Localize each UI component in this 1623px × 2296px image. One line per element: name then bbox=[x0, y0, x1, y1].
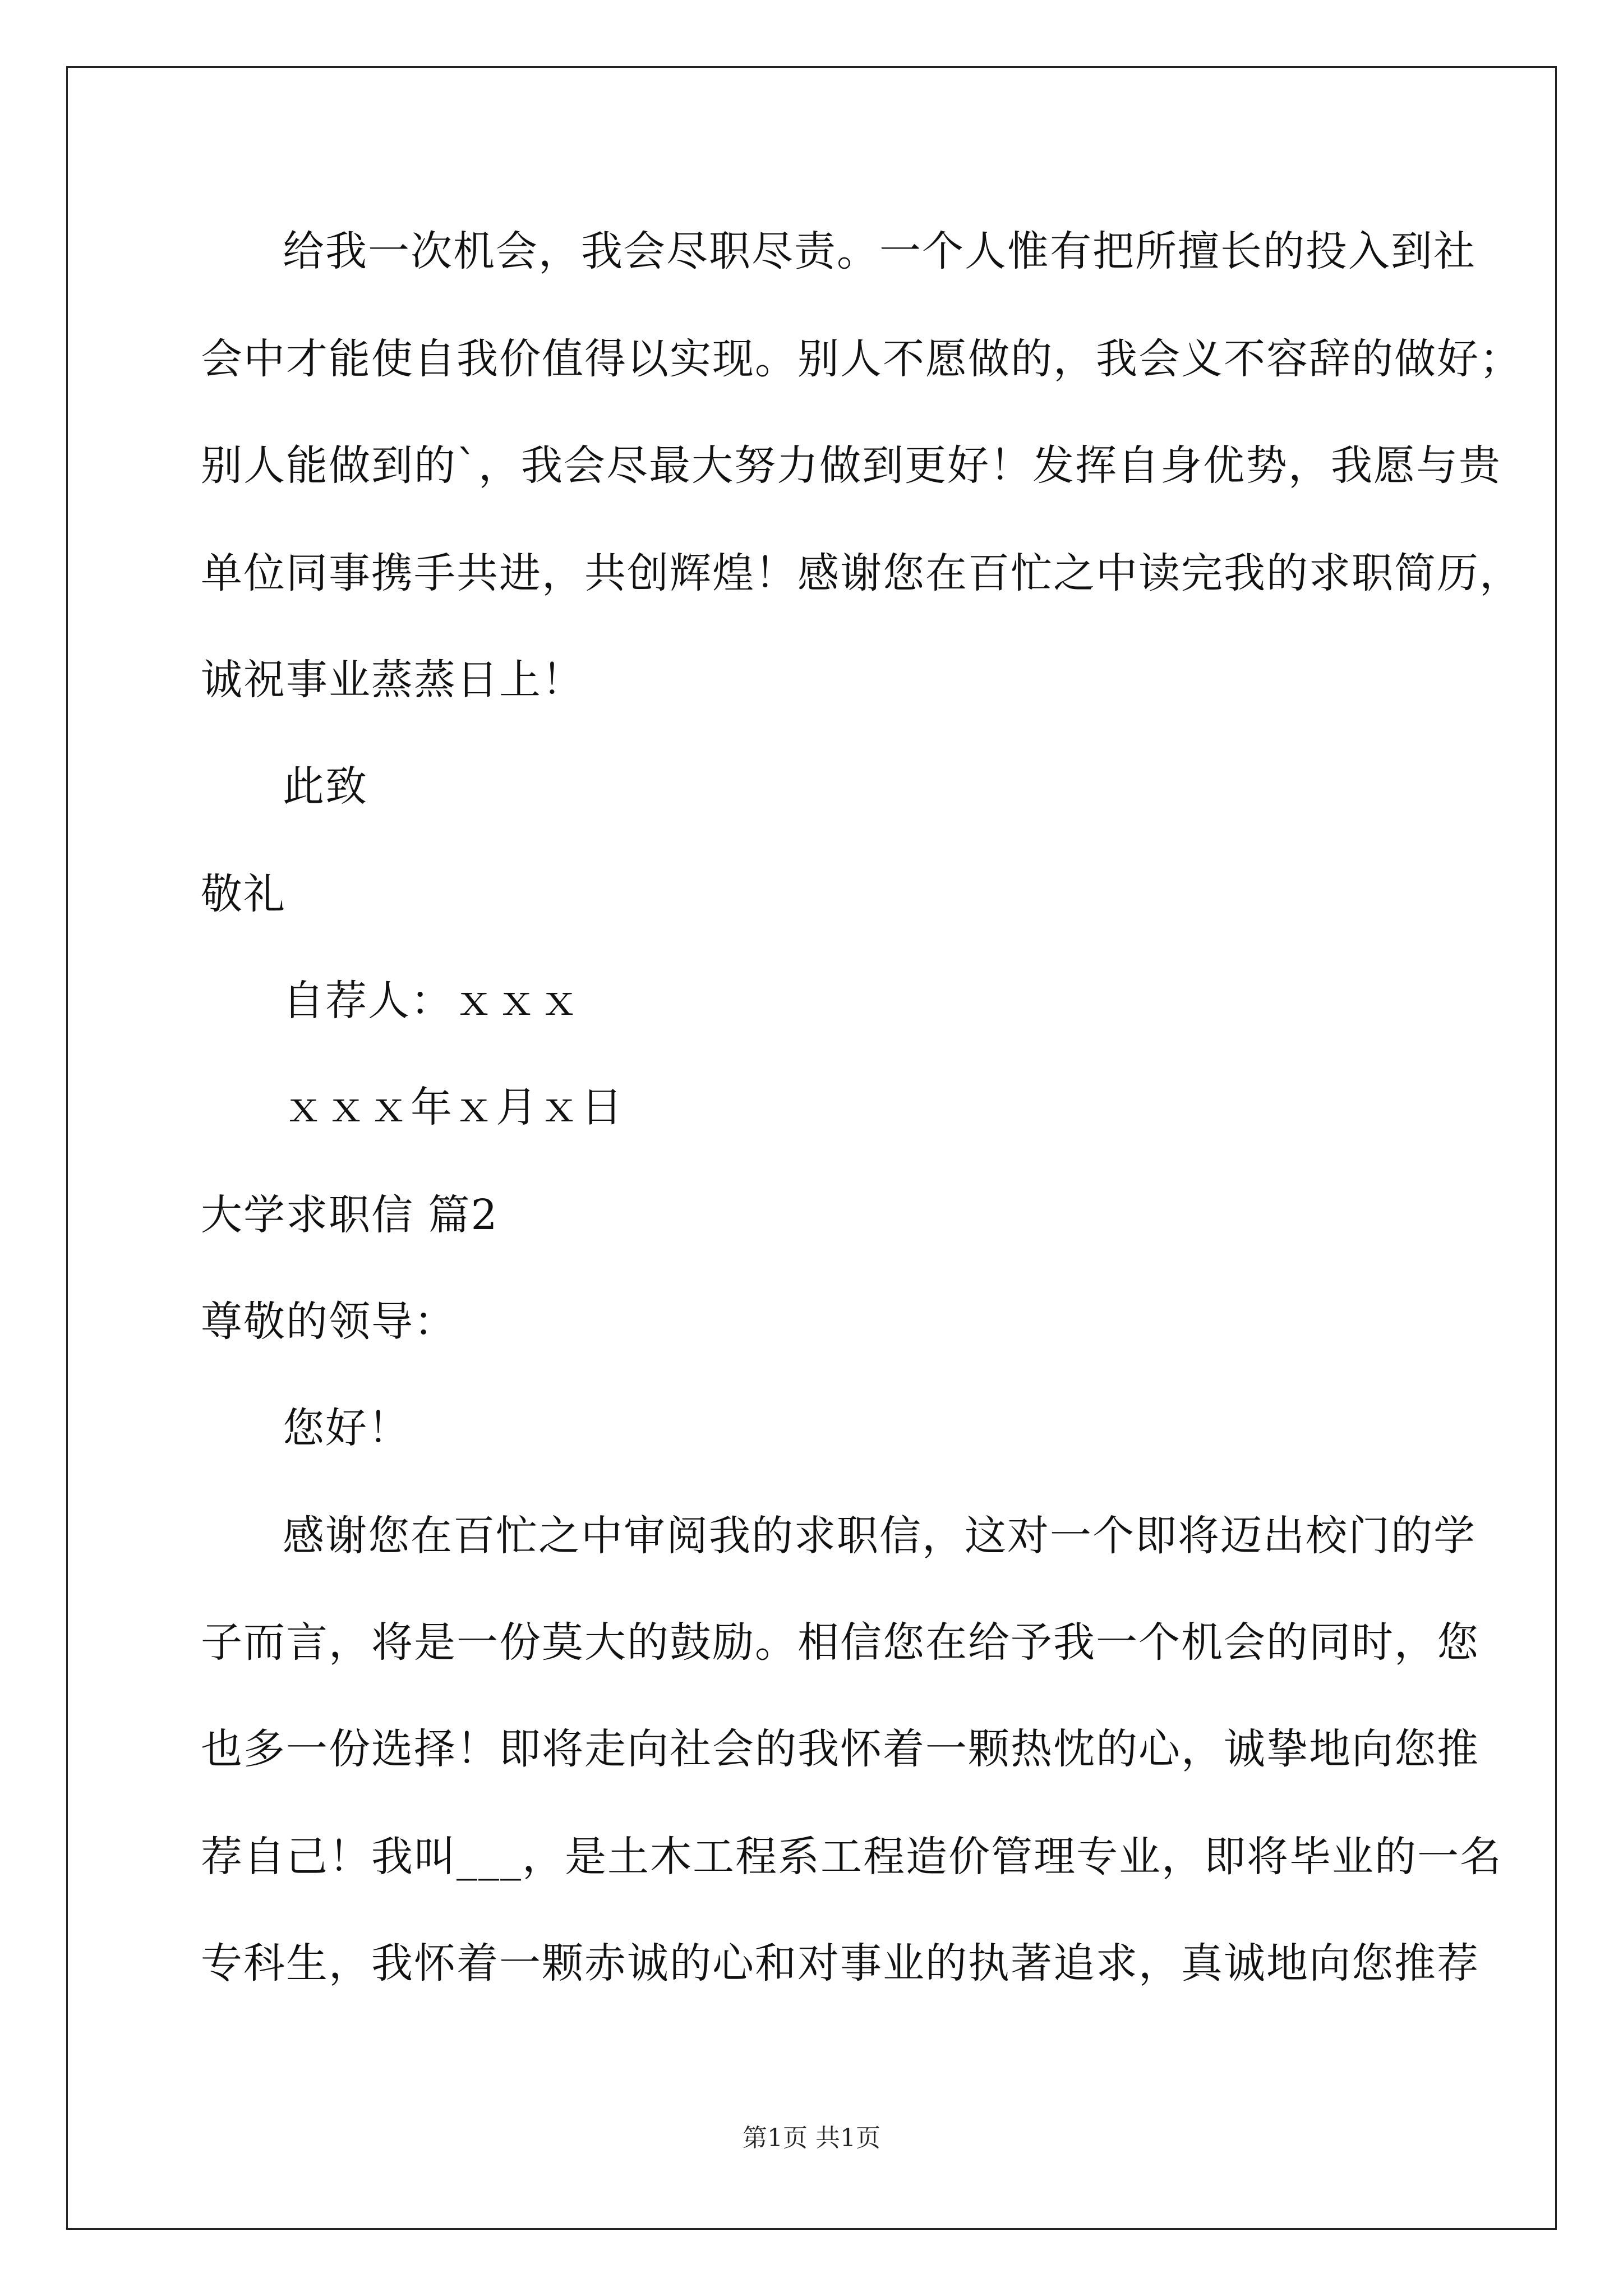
salutation: 尊敬的领导： bbox=[201, 1297, 457, 1346]
paragraph-1-line-5: 诚祝事业蒸蒸日上！ bbox=[201, 656, 584, 704]
page-border bbox=[66, 66, 1557, 2230]
paragraph-2-line-1: 感谢您在百忙之中审阅我的求职信，这对一个即将迈出校门的学 bbox=[283, 1512, 1476, 1560]
closing-ci-zhi: 此致 bbox=[283, 762, 368, 811]
signature-line: 自荐人：ｘｘｘ bbox=[283, 977, 581, 1025]
greeting: 您好！ bbox=[283, 1404, 411, 1452]
paragraph-1-line-3: 别人能做到的`，我会尽最大努力做到更好！发挥自身优势，我愿与贵 bbox=[201, 441, 1501, 490]
paragraph-1-line-2: 会中才能使自我价值得以实现。别人不愿做的，我会义不容辞的做好； bbox=[201, 335, 1522, 383]
closing-jing-li: 敬礼 bbox=[201, 870, 286, 918]
date-line: ｘｘｘ年ｘ月ｘ日 bbox=[283, 1083, 624, 1131]
paragraph-2-line-5: 专科生，我怀着一颗赤诚的心和对事业的执著追求，真诚地向您推荐 bbox=[201, 1939, 1479, 1987]
paragraph-2-line-2: 子而言，将是一份莫大的鼓励。相信您在给予我一个机会的同时，您 bbox=[201, 1618, 1479, 1667]
paragraph-2-line-3: 也多一份选择！即将走向社会的我怀着一颗热忱的心，诚挚地向您推 bbox=[201, 1725, 1479, 1773]
page-footer: 第1页 共1页 bbox=[743, 2124, 880, 2152]
paragraph-2-line-4: 荐自己！我叫___，是土木工程系工程造价管理专业，即将毕业的一名 bbox=[201, 1833, 1502, 1881]
paragraph-1-line-1: 给我一次机会，我会尽职尽责。一个人惟有把所擅长的投入到社 bbox=[283, 227, 1476, 275]
paragraph-1-line-4: 单位同事携手共进，共创辉煌！感谢您在百忙之中读完我的求职简历， bbox=[201, 549, 1522, 597]
section-title: 大学求职信 篇2 bbox=[201, 1191, 499, 1239]
